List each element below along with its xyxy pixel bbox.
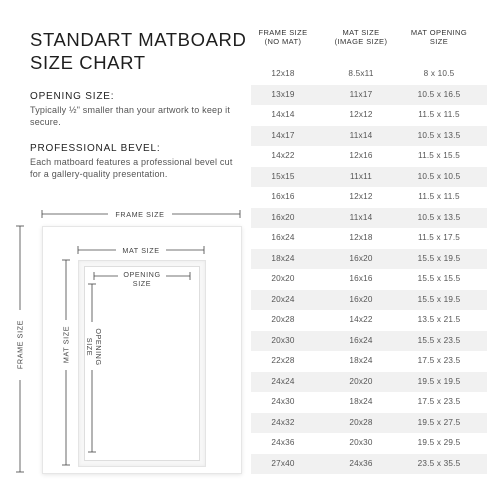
header-frame-size <box>243 28 323 46</box>
table-row <box>251 64 487 84</box>
cell-mat-size: 16x20 <box>349 253 373 263</box>
header-mat-opening-line-1: MAT OPENING <box>410 28 468 37</box>
opening-vertical-line-1: OPENING <box>94 328 103 366</box>
table-row <box>251 310 487 330</box>
cell-frame-size: 16x20 <box>271 212 295 222</box>
opening-vertical-line-2: SIZE <box>85 337 94 357</box>
cell-mat-size: 16x16 <box>349 274 373 283</box>
opening-label-line-2: SIZE <box>132 279 152 288</box>
cell-opening-size: 11.5 x 15.5 <box>417 151 461 160</box>
cell-opening-size: 11.5 x 17.5 <box>417 233 461 242</box>
cell-mat-size: 20x30 <box>349 438 373 447</box>
opening-size-description: Typically ½" smaller than your artwork to keep it secure. <box>30 105 231 127</box>
cell-mat-size: 11x17 <box>349 89 373 99</box>
matboard-diagram <box>0 200 250 500</box>
table-row <box>251 413 487 433</box>
cell-opening-size: 13.5 x 21.5 <box>417 315 461 324</box>
cell-frame-size: 18x24 <box>271 253 295 263</box>
cell-mat-size: 12x12 <box>349 192 373 201</box>
table-row <box>251 146 487 166</box>
cell-mat-size: 20x20 <box>349 376 373 386</box>
cell-mat-size: 16x20 <box>349 294 373 304</box>
cell-mat-size: 11x11 <box>349 171 373 181</box>
cell-frame-size: 24x24 <box>271 376 295 386</box>
cell-opening-size: 10.5 x 13.5 <box>417 212 461 222</box>
table-header <box>255 28 487 58</box>
frame-size-label-horizontal: FRAME SIZE <box>115 210 165 219</box>
table-row <box>251 433 487 453</box>
table-row <box>251 187 487 207</box>
cell-mat-size: 8.5x11 <box>348 69 374 78</box>
table-row <box>251 228 487 248</box>
opening-size-label-vertical <box>85 325 103 369</box>
table-row <box>251 208 487 228</box>
cell-opening-size: 15.5 x 19.5 <box>417 253 461 263</box>
dimension-lines <box>0 200 250 500</box>
header-frame-size-line-1: FRAME SIZE <box>258 28 308 37</box>
header-mat-opening-size <box>399 28 479 46</box>
cell-opening-size: 19.5 x 19.5 <box>417 376 461 386</box>
cell-frame-size: 14x22 <box>271 151 295 160</box>
cell-mat-size: 18x24 <box>349 397 373 406</box>
table-row <box>251 392 487 412</box>
table-row <box>251 372 487 392</box>
frame-size-label-vertical: FRAME SIZE <box>15 319 25 370</box>
cell-opening-size: 15.5 x 23.5 <box>417 335 461 345</box>
cell-frame-size: 20x30 <box>271 335 295 345</box>
table-row <box>251 126 487 146</box>
header-mat-opening-line-2: SIZE <box>429 37 449 46</box>
opening-size-label-horizontal <box>118 270 166 288</box>
chart-title-line-2: SIZE CHART <box>30 52 146 73</box>
mat-size-label-vertical: MAT SIZE <box>61 325 71 364</box>
table-row <box>251 105 487 125</box>
cell-mat-size: 18x24 <box>349 356 373 365</box>
cell-mat-size: 11x14 <box>349 130 373 140</box>
cell-opening-size: 17.5 x 23.5 <box>417 397 461 406</box>
table-row <box>251 331 487 351</box>
chart-title-line-1: STANDART MATBOARD <box>30 29 247 50</box>
cell-frame-size: 24x32 <box>271 417 295 427</box>
header-frame-size-line-2: (NO MAT) <box>264 37 302 46</box>
cell-frame-size: 16x16 <box>271 192 295 201</box>
cell-frame-size: 27x40 <box>271 458 295 468</box>
cell-frame-size: 13x19 <box>271 89 295 99</box>
cell-frame-size: 15x15 <box>271 171 295 181</box>
cell-frame-size: 20x24 <box>271 294 295 304</box>
table-row <box>251 85 487 105</box>
cell-frame-size: 16x24 <box>271 233 295 242</box>
cell-frame-size: 14x14 <box>271 110 295 119</box>
cell-frame-size: 24x36 <box>271 438 295 447</box>
cell-opening-size: 19.5 x 27.5 <box>417 417 461 427</box>
cell-mat-size: 11x14 <box>349 212 373 222</box>
cell-mat-size: 24x36 <box>349 458 373 468</box>
professional-bevel-heading: PROFESSIONAL BEVEL: <box>30 143 161 154</box>
table-row <box>251 249 487 269</box>
table-row <box>251 351 487 371</box>
opening-size-heading: OPENING SIZE: <box>30 91 115 102</box>
cell-opening-size: 15.5 x 15.5 <box>417 274 461 283</box>
cell-mat-size: 16x24 <box>349 335 373 345</box>
header-mat-size-line-2: (IMAGE SIZE) <box>334 37 388 46</box>
cell-opening-size: 17.5 x 23.5 <box>417 356 461 365</box>
cell-opening-size: 19.5 x 29.5 <box>417 438 461 447</box>
opening-label-line-1: OPENING <box>123 270 161 279</box>
cell-opening-size: 11.5 x 11.5 <box>418 110 460 119</box>
table-row <box>251 290 487 310</box>
cell-opening-size: 15.5 x 19.5 <box>417 294 461 304</box>
table-row <box>251 269 487 289</box>
cell-frame-size: 20x20 <box>271 274 295 283</box>
mat-size-label-horizontal: MAT SIZE <box>122 246 160 255</box>
cell-opening-size: 11.5 x 11.5 <box>418 192 460 201</box>
cell-opening-size: 10.5 x 13.5 <box>417 130 461 140</box>
cell-opening-size: 8 x 10.5 <box>423 69 455 78</box>
cell-mat-size: 12x16 <box>349 151 373 160</box>
cell-frame-size: 14x17 <box>271 130 295 140</box>
header-mat-size <box>321 28 401 46</box>
cell-opening-size: 23.5 x 35.5 <box>417 458 461 468</box>
cell-opening-size: 10.5 x 16.5 <box>417 89 461 99</box>
cell-mat-size: 12x18 <box>349 233 373 242</box>
professional-bevel-description: Each matboard features a professional bevel cut for a gallery-quality presentation. <box>30 157 233 179</box>
cell-mat-size: 14x22 <box>349 315 373 324</box>
chart-title <box>30 28 250 74</box>
cell-opening-size: 10.5 x 10.5 <box>417 171 461 181</box>
cell-frame-size: 20x28 <box>271 315 295 324</box>
table-row <box>251 454 487 474</box>
cell-frame-size: 12x18 <box>271 69 295 78</box>
cell-mat-size: 12x12 <box>349 110 373 119</box>
cell-frame-size: 24x30 <box>271 397 295 406</box>
cell-frame-size: 22x28 <box>271 356 295 365</box>
cell-mat-size: 20x28 <box>349 417 373 427</box>
header-mat-size-line-1: MAT SIZE <box>342 28 380 37</box>
table-row <box>251 167 487 187</box>
